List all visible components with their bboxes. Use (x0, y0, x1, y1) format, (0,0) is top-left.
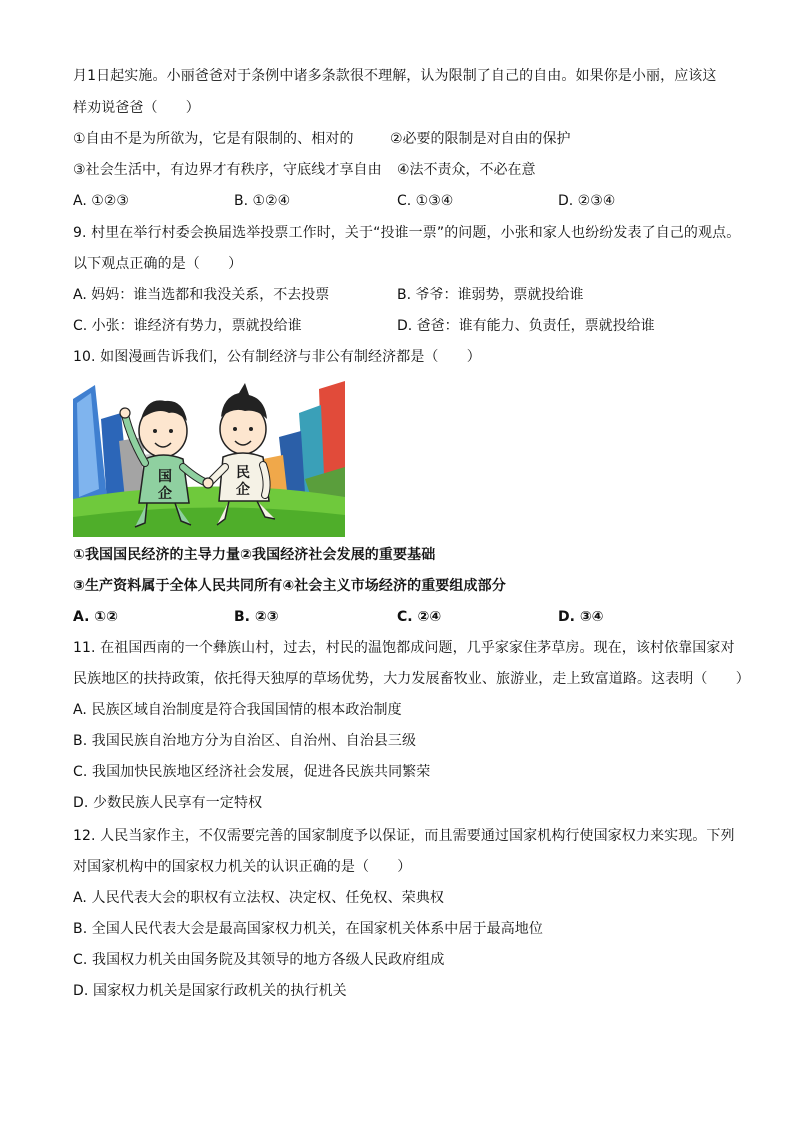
q8-statement-4: ④法不责众，不必在意 (397, 162, 536, 178)
q9-option-c: C. 小张：谁经济有势力，票就投给谁 (73, 318, 302, 334)
q8-option-c: C. ①③④ (397, 193, 454, 209)
q10-label-right-2: 企 (236, 482, 250, 498)
q10-option-c: C. ②④ (397, 609, 442, 625)
q8-option-a: A. ①②③ (73, 193, 129, 209)
q9-stem-line2: 以下观点正确的是（ ） (73, 256, 243, 272)
q8-statement-2: ②必要的限制是对自由的保护 (390, 131, 571, 147)
q8-option-d: D. ②③④ (558, 193, 616, 209)
q10-option-a: A. ①② (73, 609, 118, 625)
q10-cartoon-figure (73, 379, 345, 537)
q9-option-a: A. 妈妈：谁当选都和我没关系，不去投票 (73, 287, 330, 303)
q9-stem-line1: 9. 村里在举行村委会换届选举投票工作时，关于“投谁一票”的问题，小张和家人也纷纷发表了自己的观点。 (73, 225, 741, 241)
q10-label-left-1: 国 (158, 469, 172, 485)
q11-stem-line2: 民族地区的扶持政策，依托得天独厚的草场优势，大力发展畜牧业、旅游业，走上致富道路。这表明（ ） (73, 671, 750, 687)
q8-stem-line2: 样劝说爸爸（ ） (73, 100, 200, 116)
q10-statements-line1: ①我国国民经济的主导力量②我国经济社会发展的重要基础 (73, 547, 436, 563)
q8-stem-line1: 月1日起实施。小丽爸爸对于条例中诸多条款很不理解，认为限制了自己的自由。如果你是小丽，应该这 (73, 68, 717, 84)
q11-stem-line1: 11. 在祖国西南的一个彝族山村，过去，村民的温饱都成问题，几乎家家住茅草房。现在，该村依靠国家对 (73, 640, 735, 656)
q12-option-d: D. 国家权力机关是国家行政机关的执行机关 (73, 983, 347, 999)
q9-option-b: B. 爷爷：谁弱势，票就投给谁 (397, 287, 584, 303)
q9-option-d: D. 爸爸：谁有能力、负责任，票就投给谁 (397, 318, 655, 334)
q12-option-a: A. 人民代表大会的职权有立法权、决定权、任免权、荣典权 (73, 890, 445, 906)
q12-option-b: B. 全国人民代表大会是最高国家权力机关，在国家机关体系中居于最高地位 (73, 921, 544, 937)
q10-label-right-1: 民 (236, 465, 250, 481)
q11-option-a: A. 民族区域自治制度是符合我国国情的根本政治制度 (73, 702, 402, 718)
q10-statements-line2: ③生产资料属于全体人民共同所有④社会主义市场经济的重要组成部分 (73, 578, 506, 594)
q8-statement-1: ①自由不是为所欲为，它是有限制的、相对的 (73, 131, 354, 147)
q10-option-d: D. ③④ (558, 609, 604, 625)
q11-option-c: C. 我国加快民族地区经济社会发展，促进各民族共同繁荣 (73, 764, 431, 780)
q10-option-b: B. ②③ (234, 609, 279, 625)
q10-label-left-2: 企 (158, 486, 172, 502)
q8-option-b: B. ①②④ (234, 193, 291, 209)
q11-option-d: D. 少数民族人民享有一定特权 (73, 795, 263, 811)
q11-option-b: B. 我国民族自治地方分为自治区、自治州、自治县三级 (73, 733, 417, 749)
q12-stem-line2: 对国家机构中的国家权力机关的认识正确的是（ ） (73, 859, 412, 875)
q10-stem: 10. 如图漫画告诉我们，公有制经济与非公有制经济都是（ ） (73, 349, 481, 365)
q12-stem-line1: 12. 人民当家作主，不仅需要完善的国家制度予以保证，而且需要通过国家机构行使国家权力来实现。下列 (73, 828, 735, 844)
q8-statement-3: ③社会生活中，有边界才有秩序，守底线才享自由 (73, 162, 382, 178)
q12-option-c: C. 我国权力机关由国务院及其领导的地方各级人民政府组成 (73, 952, 445, 968)
